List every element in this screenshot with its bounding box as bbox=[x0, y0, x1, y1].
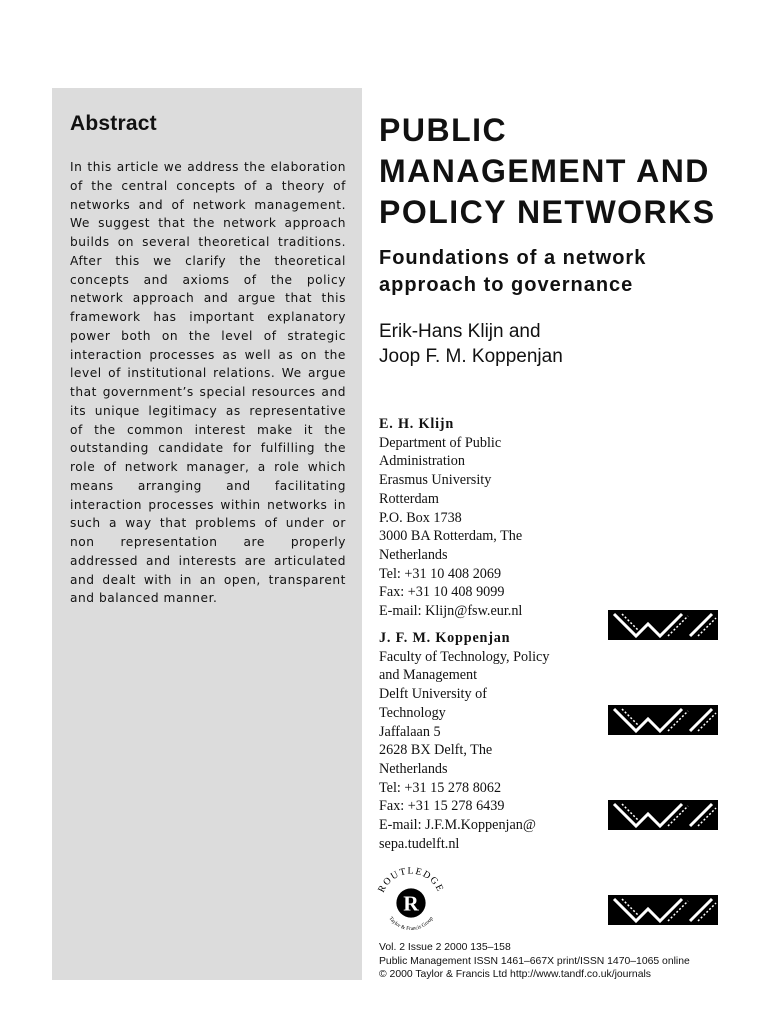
title-block bbox=[379, 110, 719, 369]
affiliation-email: E-mail: Klijn@fsw.eur.nl bbox=[379, 603, 523, 620]
affiliation-line: Department of Public bbox=[379, 434, 502, 451]
abstract-heading: Abstract bbox=[70, 112, 157, 135]
affiliation-line: Technology bbox=[379, 704, 446, 721]
footer-volume: Vol. 2 Issue 2 2000 135–158 bbox=[379, 942, 511, 953]
affiliation-line: Fax: +31 10 408 9099 bbox=[379, 584, 505, 601]
logo-letter: R bbox=[403, 891, 419, 916]
article-title bbox=[379, 110, 719, 233]
authors bbox=[379, 319, 719, 369]
logo-sub-text: Taylor & Francis Group bbox=[387, 915, 435, 933]
affiliation-line: Tel: +31 10 408 2069 bbox=[379, 565, 502, 582]
affiliation-line: Faculty of Technology, Policy bbox=[379, 648, 550, 665]
affiliation-line: 3000 BA Rotterdam, The bbox=[379, 528, 523, 545]
footer-copyright: © 2000 Taylor & Francis Ltd http://www.tandf.co.uk/journals bbox=[379, 969, 651, 981]
article-title-line: MANAGEMENT AND bbox=[379, 153, 710, 189]
affiliation-name: E. H. Klijn bbox=[379, 416, 455, 432]
affiliation-line: Tel: +31 15 278 8062 bbox=[379, 779, 502, 796]
affiliation-line: 2628 BX Delft, The bbox=[379, 742, 493, 759]
affiliation-koppenjan bbox=[379, 629, 589, 853]
author-line: Joop F. M. Koppenjan bbox=[379, 346, 563, 367]
article-title-line: PUBLIC bbox=[379, 112, 508, 148]
decorative-stripe-band bbox=[608, 895, 718, 925]
affiliation-line: Erasmus University bbox=[379, 472, 492, 489]
affiliation-line: and Management bbox=[379, 667, 478, 684]
affiliation-line: Jaffalaan 5 bbox=[379, 723, 441, 740]
logo-ring-text: ROUTLEDGE bbox=[376, 865, 446, 895]
footer-issn: Public Management ISSN 1461–667X print/ISSN 1470–1065 online bbox=[379, 955, 690, 967]
affiliation-line: Rotterdam bbox=[379, 490, 439, 507]
decorative-stripe-band bbox=[608, 610, 718, 640]
abstract-panel bbox=[52, 88, 362, 980]
affiliation-email: E-mail: J.F.M.Koppenjan@ bbox=[379, 817, 536, 834]
affiliation-email: sepa.tudelft.nl bbox=[379, 835, 460, 852]
affiliation-line: P.O. Box 1738 bbox=[379, 509, 462, 526]
affiliation-line: Administration bbox=[379, 453, 465, 470]
article-subtitle-line: Foundations of a network bbox=[379, 247, 647, 269]
author-line: Erik-Hans Klijn and bbox=[379, 321, 541, 342]
abstract-text: In this article we address the elaboration of the central concepts of a theory of networks and of network management. We suggest that the network approach builds on several theoretical traditions. After this we clarify the theoretical concepts and axioms of the policy network approach and argue that this framework has important explanatory power both on the level of strategic interaction processes as well as on the level of institutional relations. We argue that government’s special resources and its unique legitimacy as representative of the common interest make it the outstanding candidate for fulfilling the role of network manager, a role which means arranging and facilitating interaction processes within networks in such a way that problems of under or non representation are properly addressed and interests are articulated and dealt with in an open, transparent and balanced manner. bbox=[70, 160, 346, 606]
affiliation-line: Fax: +31 15 278 6439 bbox=[379, 798, 505, 815]
affiliation-name: J. F. M. Koppenjan bbox=[379, 630, 511, 646]
affiliation-line: Delft University of bbox=[379, 686, 487, 703]
affiliation-line: Netherlands bbox=[379, 760, 448, 777]
publication-footer bbox=[379, 941, 690, 982]
decorative-stripe-band bbox=[608, 800, 718, 830]
affiliation-line: Netherlands bbox=[379, 546, 448, 563]
article-title-line: POLICY NETWORKS bbox=[379, 194, 716, 230]
svg-text:Taylor & Francis Group bbox=[387, 916, 434, 932]
article-subtitle-line: approach to governance bbox=[379, 274, 634, 296]
decorative-stripe-band bbox=[608, 705, 718, 735]
routledge-logo-icon bbox=[372, 862, 450, 940]
article-subtitle bbox=[379, 245, 719, 299]
affiliation-klijn bbox=[379, 415, 589, 621]
